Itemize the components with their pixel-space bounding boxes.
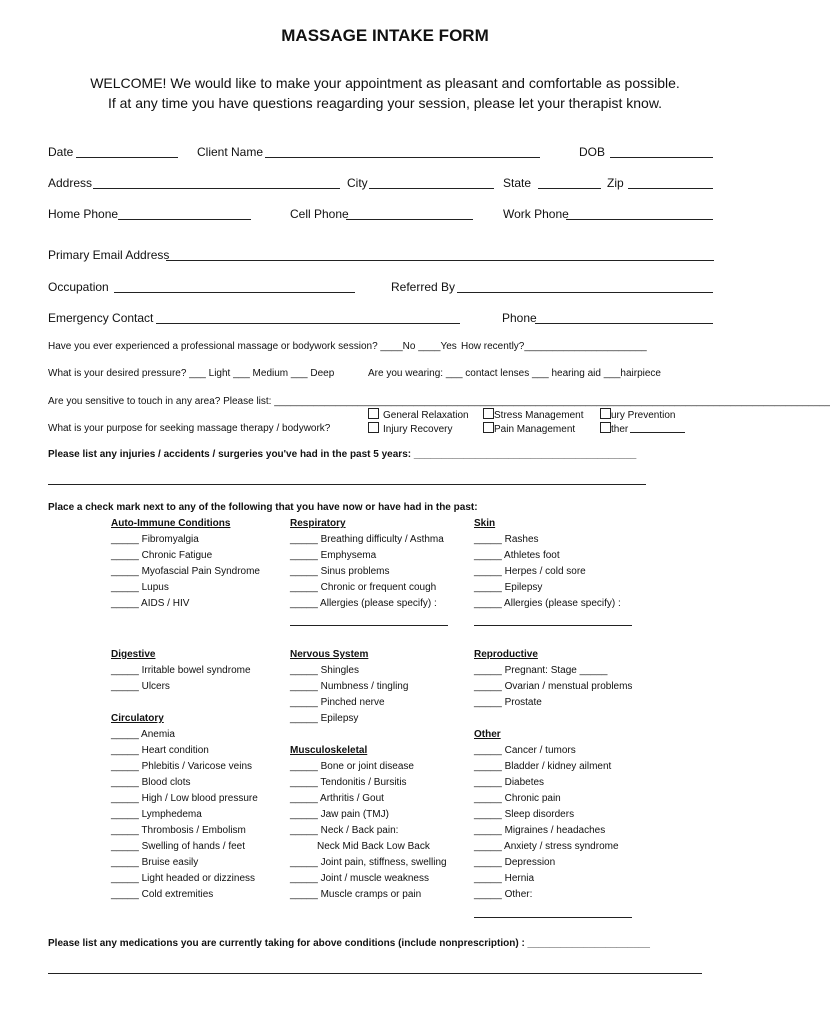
other-heading: Other (474, 729, 501, 740)
pressure-question[interactable]: What is your desired pressure? ___ Light ___ Medium ___ Deep (48, 368, 335, 379)
home-phone-field[interactable] (118, 219, 251, 220)
autoimmune-heading: Auto-Immune Conditions (111, 518, 231, 529)
condition-item[interactable] (290, 793, 447, 809)
check-blank[interactable]: _____ (290, 550, 321, 561)
condition-item[interactable] (290, 534, 444, 550)
skin-allergies-field[interactable] (474, 625, 632, 626)
respiratory-allergies-field[interactable] (290, 625, 448, 626)
condition-item[interactable] (290, 582, 444, 598)
sensitive-question[interactable]: Are you sensitive to touch in any area? Please list: ____________________________________________________________________________________________________ (48, 396, 830, 407)
reproductive-heading: Reproductive (474, 649, 538, 660)
dob-field[interactable] (610, 157, 713, 158)
purpose-option-label: Injury Recovery (383, 424, 453, 435)
condition-item[interactable] (111, 841, 258, 857)
check-blank[interactable]: _____ (111, 777, 142, 788)
col-autoimmune (111, 518, 260, 614)
condition-label: Chronic or frequent cough (320, 582, 437, 593)
condition-label: Joint pain, stiffness, swelling (320, 857, 447, 868)
zip-field[interactable] (628, 188, 713, 189)
purpose-question: What is your purpose for seeking massage therapy / bodywork? (48, 423, 331, 434)
how-recently-question[interactable]: How recently?______________________ (461, 341, 647, 352)
condition-item[interactable] (111, 582, 260, 598)
check-blank[interactable]: _____ (474, 745, 505, 756)
condition-label: Migraines / headaches (504, 825, 606, 836)
zip-label: Zip (607, 176, 624, 190)
condition-item[interactable] (111, 534, 260, 550)
condition-item[interactable] (290, 841, 447, 857)
col-other (474, 729, 619, 905)
condition-item[interactable] (111, 550, 260, 566)
condition-label: Depression (504, 857, 556, 868)
condition-item[interactable] (290, 681, 408, 697)
city-field[interactable] (369, 188, 494, 189)
check-blank[interactable]: _____ (474, 825, 505, 836)
condition-item[interactable] (474, 681, 632, 697)
condition-label: Joint / muscle weakness (320, 873, 429, 884)
condition-label: Other: (504, 889, 533, 900)
wearing-question[interactable]: Are you wearing: ___ contact lenses ___ hearing aid ___hairpiece (368, 368, 661, 379)
condition-item[interactable] (474, 809, 619, 825)
email-field[interactable] (166, 260, 714, 261)
purpose-option-injury-recovery[interactable] (368, 422, 452, 435)
check-blank[interactable]: _____ (474, 566, 505, 577)
condition-item[interactable] (111, 825, 258, 841)
check-blank[interactable]: _____ (111, 745, 142, 756)
emergency-contact-field[interactable] (156, 323, 460, 324)
condition-label: Lymphedema (141, 809, 202, 820)
occupation-label: Occupation (48, 280, 109, 294)
condition-label: Chronic Fatigue (141, 550, 213, 561)
welcome-line-1: WELCOME! We would like to make your appointment as pleasant and comfortable as possible. (90, 75, 680, 91)
musculoskeletal-heading: Musculoskeletal (290, 745, 368, 756)
condition-label: Chronic pain (504, 793, 561, 804)
condition-item[interactable] (474, 873, 619, 889)
check-blank[interactable]: _____ (111, 761, 142, 772)
condition-item[interactable] (111, 873, 258, 889)
condition-label: Prostate (504, 697, 542, 708)
condition-label: Neck / Back pain: (320, 825, 399, 836)
purpose-option-stress[interactable] (483, 408, 584, 421)
referred-by-label: Referred By (391, 280, 456, 294)
dob-label: DOB (579, 145, 606, 159)
check-blank[interactable]: _____ (290, 681, 321, 692)
check-blank[interactable]: _____ (111, 534, 142, 545)
check-blank[interactable]: _____ (474, 841, 505, 852)
condition-item[interactable] (290, 809, 447, 825)
condition-label: Sleep disorders (504, 809, 575, 820)
client-name-label: Client Name (197, 145, 264, 159)
check-blank[interactable]: _____ (290, 873, 321, 884)
home-phone-label: Home Phone (48, 207, 119, 221)
condition-label: Irritable bowel syndrome (141, 665, 251, 676)
check-blank[interactable]: _____ (290, 566, 321, 577)
condition-label: High / Low blood pressure (141, 793, 258, 804)
condition-label: Cancer / tumors (504, 745, 576, 756)
address-field[interactable] (93, 188, 340, 189)
condition-label: Arthritis / Gout (320, 793, 384, 804)
check-blank[interactable]: _____ (474, 681, 505, 692)
condition-label: Pregnant: Stage _____ (504, 665, 608, 676)
condition-label: Pinched nerve (320, 697, 385, 708)
condition-item[interactable] (474, 841, 619, 857)
check-blank[interactable]: _____ (474, 777, 505, 788)
purpose-option-label: General Relaxation (383, 410, 469, 421)
check-blank[interactable]: _____ (111, 582, 142, 593)
condition-label: Hernia (504, 873, 535, 884)
check-blank[interactable]: _____ (290, 582, 321, 593)
purpose-other-field[interactable] (630, 432, 685, 433)
check-blank[interactable]: _____ (290, 665, 321, 676)
condition-item[interactable] (474, 697, 632, 713)
condition-label: Swelling of hands / feet (141, 841, 245, 852)
condition-item[interactable] (474, 889, 619, 905)
condition-item[interactable] (474, 745, 619, 761)
work-phone-label: Work Phone (503, 207, 569, 221)
condition-label: Allergies (please specify) : (504, 598, 621, 609)
digestive-heading: Digestive (111, 649, 156, 660)
checkbox-icon (483, 408, 494, 419)
email-label: Primary Email Address (48, 248, 170, 262)
check-blank[interactable]: _____ (290, 889, 321, 900)
cell-phone-label: Cell Phone (290, 207, 349, 221)
condition-item[interactable] (474, 566, 621, 582)
purpose-option-injury-prevention[interactable] (600, 408, 675, 421)
checkbox-icon (600, 422, 611, 433)
condition-item[interactable] (290, 550, 444, 566)
check-blank[interactable]: _____ (111, 665, 142, 676)
cell-phone-field[interactable] (346, 219, 473, 220)
check-blank[interactable]: _____ (290, 825, 321, 836)
checkbox-icon (368, 408, 379, 419)
check-blank[interactable]: _____ (111, 566, 142, 577)
condition-label: Muscle cramps or pain (320, 889, 422, 900)
check-blank[interactable]: _____ (474, 873, 505, 884)
date-label: Date (48, 145, 74, 159)
check-blank[interactable]: _____ (474, 598, 505, 609)
condition-item[interactable] (111, 793, 258, 809)
check-blank[interactable]: _____ (474, 857, 505, 868)
referred-by-field[interactable] (457, 292, 713, 293)
condition-label: Epilepsy (320, 713, 359, 724)
address-label: Address (48, 176, 93, 190)
check-blank[interactable]: _____ (111, 889, 142, 900)
checkbox-icon (368, 422, 379, 433)
condition-label: Jaw pain (TMJ) (320, 809, 389, 820)
condition-label: Athletes foot (504, 550, 560, 561)
check-blank[interactable]: _____ (290, 857, 321, 868)
condition-item[interactable] (474, 582, 621, 598)
condition-item[interactable] (111, 745, 258, 761)
condition-item[interactable] (290, 665, 408, 681)
condition-item[interactable] (474, 761, 619, 777)
condition-label: Breathing difficulty / Asthma (320, 534, 444, 545)
condition-item[interactable] (290, 697, 408, 713)
occupation-field[interactable] (114, 292, 355, 293)
condition-label: Emphysema (320, 550, 377, 561)
col-reproductive (474, 649, 632, 713)
work-phone-field[interactable] (566, 219, 713, 220)
condition-item[interactable] (290, 857, 447, 873)
col-circulatory (111, 713, 258, 905)
circulatory-heading: Circulatory (111, 713, 164, 724)
condition-label: Bruise easily (141, 857, 199, 868)
condition-label: Shingles (320, 665, 359, 676)
condition-label: Neck Mid Back Low Back (317, 841, 430, 852)
condition-label: Bladder / kidney ailment (504, 761, 612, 772)
condition-label: Diabetes (504, 777, 545, 788)
checkbox-icon (600, 408, 611, 419)
condition-item[interactable] (474, 857, 619, 873)
check-blank[interactable]: _____ (290, 598, 321, 609)
checklist-intro: Place a check mark next to any of the following that you have now or have had in the past: (48, 502, 478, 513)
condition-label: Anxiety / stress syndrome (504, 841, 619, 852)
condition-label: Lupus (141, 582, 169, 593)
check-blank[interactable]: _____ (111, 598, 142, 609)
purpose-option-label: ury Prevention (611, 410, 676, 421)
condition-item[interactable] (474, 598, 621, 614)
condition-label: Herpes / cold sore (504, 566, 586, 577)
client-name-field[interactable] (265, 157, 540, 158)
purpose-option-pain[interactable] (483, 422, 575, 435)
condition-label: Bone or joint disease (320, 761, 414, 772)
condition-label: Anemia (141, 729, 175, 740)
condition-item[interactable] (290, 761, 447, 777)
col-digestive (111, 649, 251, 697)
condition-item[interactable] (474, 793, 619, 809)
condition-item[interactable] (111, 761, 258, 777)
check-blank[interactable]: _____ (111, 873, 142, 884)
col-nervous (290, 649, 408, 729)
check-blank[interactable]: _____ (111, 550, 142, 561)
check-blank[interactable]: _____ (474, 550, 505, 561)
condition-item[interactable] (290, 777, 447, 793)
condition-label: Allergies (please specify) : (320, 598, 437, 609)
check-blank[interactable]: _____ (474, 665, 505, 676)
condition-item[interactable] (111, 777, 258, 793)
check-blank[interactable]: _____ (290, 793, 321, 804)
condition-label: Heart condition (141, 745, 209, 756)
condition-label: AIDS / HIV (141, 598, 190, 609)
form-title: MASSAGE INTAKE FORM (281, 26, 489, 45)
state-label: State (503, 176, 532, 190)
purpose-option-relaxation[interactable] (368, 408, 469, 421)
purpose-option-label: Pain Management (494, 424, 576, 435)
check-blank[interactable]: _____ (111, 793, 142, 804)
condition-label: Light headed or dizziness (141, 873, 256, 884)
condition-item[interactable] (111, 566, 260, 582)
condition-item[interactable] (290, 889, 447, 905)
condition-item[interactable] (474, 534, 621, 550)
condition-label: Ovarian / menstual problems (504, 681, 633, 692)
check-blank[interactable]: _____ (290, 761, 321, 772)
injuries-field-line-2[interactable] (48, 484, 646, 485)
col-respiratory (290, 518, 444, 614)
condition-label: Thrombosis / Embolism (141, 825, 246, 836)
check-blank[interactable]: _____ (290, 534, 321, 545)
phone-label: Phone (502, 311, 537, 325)
check-blank[interactable] (290, 841, 317, 852)
condition-item[interactable] (290, 825, 447, 841)
city-label: City (347, 176, 368, 190)
injuries-question[interactable]: Please list any injuries / accidents / surgeries you've had in the past 5 years: ________________________________________ (48, 449, 637, 460)
check-blank[interactable]: _____ (111, 729, 142, 740)
condition-label: Fibromyalgia (141, 534, 199, 545)
date-field[interactable] (76, 157, 178, 158)
check-blank[interactable]: _____ (290, 809, 321, 820)
check-blank[interactable]: _____ (290, 713, 321, 724)
check-blank[interactable]: _____ (474, 534, 505, 545)
check-blank[interactable]: _____ (111, 841, 142, 852)
phone-field[interactable] (535, 323, 713, 324)
respiratory-heading: Respiratory (290, 518, 346, 529)
condition-label: Cold extremities (141, 889, 214, 900)
check-blank[interactable]: _____ (474, 582, 505, 593)
medications-question[interactable]: Please list any medications you are currently taking for above conditions (include nonprescription) : ______________________ (48, 938, 650, 949)
col-skin (474, 518, 621, 614)
condition-label: Myofascial Pain Syndrome (141, 566, 260, 577)
purpose-option-label: Stress Management (494, 410, 584, 421)
check-blank[interactable]: _____ (111, 681, 142, 692)
check-blank[interactable]: _____ (290, 697, 321, 708)
condition-item[interactable] (111, 857, 258, 873)
condition-label: Sinus problems (320, 566, 390, 577)
check-blank[interactable]: _____ (474, 889, 505, 900)
check-blank[interactable]: _____ (290, 777, 321, 788)
condition-item[interactable] (290, 713, 408, 729)
condition-label: Tendonitis / Bursitis (320, 777, 407, 788)
condition-item[interactable] (474, 665, 632, 681)
condition-item[interactable] (111, 889, 258, 905)
condition-item[interactable] (290, 598, 444, 614)
condition-label: Numbness / tingling (320, 681, 409, 692)
check-blank[interactable]: _____ (111, 825, 142, 836)
condition-item[interactable] (111, 809, 258, 825)
condition-label: Epilepsy (504, 582, 543, 593)
condition-label: Blood clots (141, 777, 191, 788)
welcome-line-2: If at any time you have questions reagarding your session, please let your therapist know. (107, 95, 663, 111)
condition-item[interactable] (474, 825, 619, 841)
other-field[interactable] (474, 917, 632, 918)
condition-item[interactable] (111, 729, 258, 745)
check-blank[interactable]: _____ (111, 857, 142, 868)
skin-heading: Skin (474, 518, 496, 529)
condition-item[interactable] (111, 681, 251, 697)
condition-item[interactable] (474, 777, 619, 793)
condition-item[interactable] (111, 665, 251, 681)
purpose-option-label: ther (611, 424, 629, 435)
condition-item[interactable] (111, 598, 260, 614)
check-blank[interactable]: _____ (474, 761, 505, 772)
check-blank[interactable]: _____ (111, 809, 142, 820)
check-blank[interactable]: _____ (474, 809, 505, 820)
state-field[interactable] (538, 188, 601, 189)
condition-label: Ulcers (141, 681, 170, 692)
emergency-contact-label: Emergency Contact (48, 311, 154, 325)
condition-item[interactable] (474, 550, 621, 566)
check-blank[interactable]: _____ (474, 697, 505, 708)
checkbox-icon (483, 422, 494, 433)
condition-item[interactable] (290, 873, 447, 889)
purpose-option-other[interactable] (600, 422, 628, 435)
check-blank[interactable]: _____ (474, 793, 505, 804)
experience-question[interactable]: Have you ever experienced a professional massage or bodywork session? ____No ____Yes (48, 341, 457, 352)
nervous-heading: Nervous System (290, 649, 369, 660)
col-musculoskeletal (290, 745, 447, 905)
condition-label: Phlebitis / Varicose veins (141, 761, 253, 772)
condition-label: Rashes (504, 534, 539, 545)
medications-field-line-2[interactable] (48, 973, 702, 974)
condition-item[interactable] (290, 566, 444, 582)
